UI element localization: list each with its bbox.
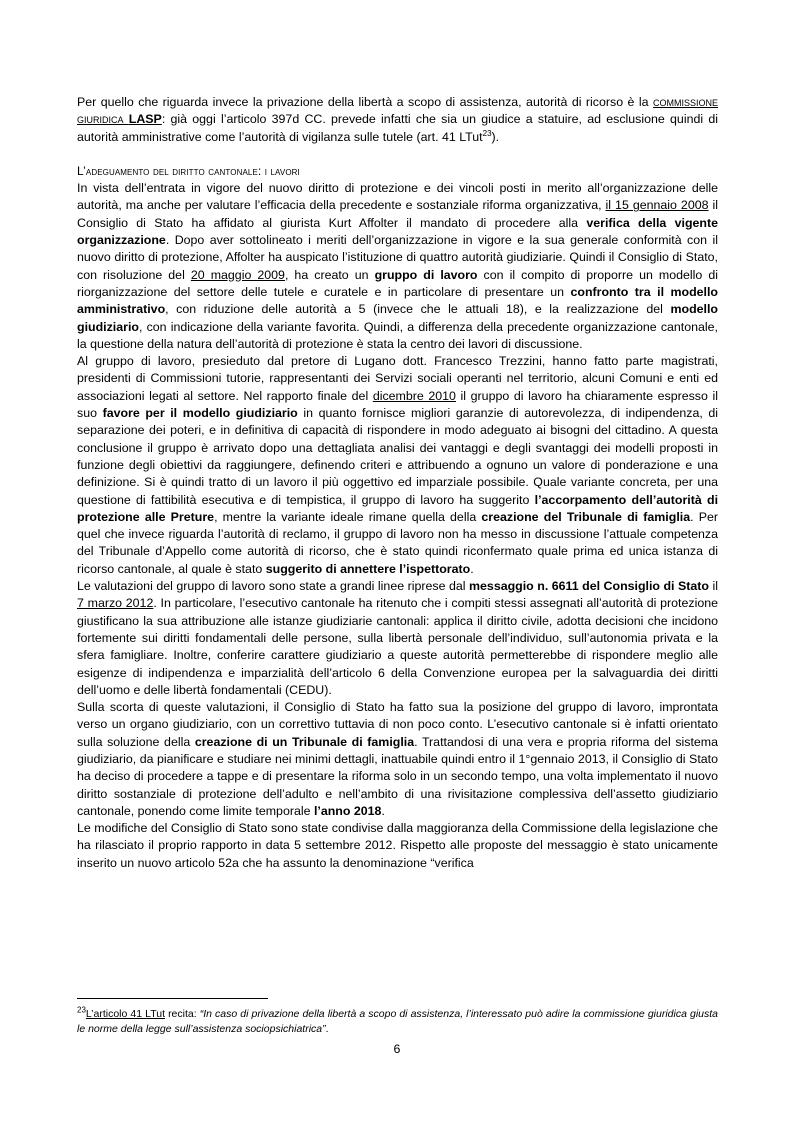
- text: . Dopo aver sottolineato i meriti dell’organizzazione in vigore e la sua generale conformità con il nuovo diritto di protezione, Affolter ha auspicato l’istituzione di quattro autorità giudiziarie. Quindi il Consiglio di Stato, con risoluzione del: [77, 233, 718, 282]
- date-link[interactable]: 7 marzo 2012: [77, 596, 154, 611]
- body-text: [77, 94, 718, 872]
- text: , con riduzione delle autorità a 5 (invece che le attuali 18), e la realizzazione del: [165, 302, 671, 317]
- text: Le valutazioni del gruppo di lavoro sono state a grandi linee riprese dal: [77, 579, 470, 594]
- footnote-ref[interactable]: 23: [482, 128, 492, 138]
- page-number: 6: [393, 1042, 401, 1056]
- commission-link[interactable]: commissione giuridica: [77, 95, 718, 127]
- paragraph-6: [77, 820, 718, 872]
- bold-text: l’anno 2018: [313, 803, 382, 818]
- text: . In particolare, l’esecutivo cantonale ha ritenuto che i compiti stessi assegnati all’autorità di protezione giustificano la sua attribuzione alle istanze giudiziarie cantonali: applica il diritto civile, adotta decisioni che incidono fortemente sui diritti fondamentali delle persone, sulla libertà personale dell’individuo, sull’autonomia privata e la sfera famigliare. Inoltre, conferire carattere giudiziario a queste autorità permetterebbe di rispondere meglio alle esigenze di indipendenza e imparzialità dell’articolo 6 della Convenzione europea per la salvaguardia dei diritti dell’uomo e delle libertà fondamentali (CEDU).: [77, 596, 719, 697]
- bold-text: creazione di un Tribunale di famiglia: [194, 734, 415, 749]
- bold-text: verifica della vigente organizzazione: [77, 215, 718, 248]
- bold-text: modello giudiziario: [77, 302, 718, 334]
- footnote-link[interactable]: L’articolo 41 LTut: [85, 1008, 165, 1020]
- footnote-quote: “In caso di privazione della libertà a scopo di assistenza, l’interessato può adire la commissione giuridica giusta le norme della legge sull’assistenza sociopsichiatrica”: [77, 1008, 719, 1035]
- text: Sulla scorta di queste valutazioni, il Consiglio di Stato ha fatto sua la posizione del gruppo di lavoro, improntata verso un organo giudiziario, con un correttivo tuttavia di non poco conto. L’esecutivo cantonale si è infatti orientato sulla soluzione della: [77, 700, 718, 749]
- paragraph-2: [77, 180, 718, 353]
- text: , mentre la variante ideale rimane quella della: [214, 509, 482, 524]
- footnote: [77, 1007, 718, 1037]
- text: il Consiglio di Stato ha affidato al giurista Kurt Affolter il mandato di procedere alla: [77, 198, 719, 230]
- text: : già oggi l’articolo 397d CC. prevede infatti che sia un giudice a statuire, ad esclusione quindi di autorità amministrative come l’autorità di vigilanza sulle tutele (art. 41 LTut: [77, 112, 718, 144]
- text: , con indicazione della variante favorita. Quindi, a differenza della precedente organizzazione cantonale, la questione della natura dell’autorità di protezione è stata la centro dei lavori di discussione.: [77, 319, 718, 351]
- date-link[interactable]: dicembre 2010: [372, 388, 456, 403]
- date-link[interactable]: il 15 gennaio 2008: [605, 198, 709, 213]
- text: in quanto fornisce migliori garanzie di autorevolezza, di indipendenza, di separazione dei poteri, e in definitiva di capacità di rispondere in modo adeguato ai bisogni del cittadino. A questa conclusione il gruppo è arrivato dopo una dettagliata analisi dei vantaggi e degli svantaggi dei modelli proposti in funzione degli obiettivi da raggiungere, definendo criteri e attribuendo a ognuno un valore di ponderazione e una definizione. Si è quindi tratto di un lavoro il più oggettivo ed imparziale possibile. Quale variante concreta, per una questione di fattibilità esecutiva e di tempistica, il gruppo di lavoro ha suggerito: [77, 406, 719, 507]
- text: Per quello che riguarda invece la privazione della libertà a scopo di assistenza, autorità di ricorso è la: [77, 95, 653, 109]
- bold-text: gruppo di lavoro: [374, 267, 478, 282]
- text: .: [325, 1023, 329, 1035]
- footnote-separator: [77, 998, 268, 999]
- paragraph-3: [77, 353, 718, 578]
- bold-text: confronto tra il modello amministrativo: [77, 284, 718, 317]
- text: ).: [491, 129, 500, 144]
- text: Al gruppo di lavoro, presieduto dal pretore di Lugano dott. Francesco Trezzini, hanno fatto parte magistrati, presidenti di Commissioni tutorie, rappresentanti dei Servizi sociali operanti nel territorio, alcuni Comuni e enti ed associazioni legati al settore. Nel rapporto finale del: [77, 354, 718, 403]
- text: . Per quel che invece riguarda l’autorità di reclamo, il gruppo di lavoro non ha messo in discussione l’attuale competenza del Tribunale d’Appello come autorità di ricorso, che è stato quindi riconfermato quale prima ed unica istanza di ricorso cantonale, al quale è stato: [77, 509, 718, 576]
- text: con il compito di proporre un modello di riorganizzazione del settore delle tutele e curatele e in particolare di presentare un: [77, 267, 719, 299]
- text: il: [708, 579, 718, 594]
- paragraph-1: [77, 94, 718, 146]
- lasp-link[interactable]: LASP: [128, 112, 162, 127]
- text: .: [470, 561, 474, 576]
- bold-text: suggerito di annettere l’ispettorato: [265, 561, 471, 576]
- text: .: [381, 803, 385, 818]
- bold-text: messaggio n. 6611 del Consiglio di Stato: [469, 579, 709, 594]
- paragraph-4: [77, 578, 718, 699]
- text: recita:: [165, 1008, 200, 1020]
- text: . Trattandosi di una vera e propria riforma del sistema giudiziario, da pianificare e studiare nei minimi dettagli, inattuabile quindi entro il 1°gennaio 2013, il Consiglio di Stato ha deciso di procedere a tappe e di presentare la riforma solo in un secondo tempo, una volta implementato il nuovo diritto sostanziale di protezione dell’adulto e nell’ambito di una rivisitazione complessiva dell’assetto giudiziario cantonale, ponendo come limite temporale: [77, 734, 719, 818]
- bold-text: l’accorpamento dell’autorità di protezione alle Preture: [77, 492, 719, 524]
- text: Le modifiche del Consiglio di Stato sono state condivise dalla maggioranza della Commissione della legislazione che ha rilasciato il proprio rapporto in data 5 settembre 2012. Rispetto alle proposte del messaggio è stato unicamente inserito un nuovo articolo 52a che ha assunto la denominazione “verifica: [77, 821, 718, 870]
- text: , ha creato un: [284, 267, 375, 282]
- footnote-number: 23: [77, 1005, 86, 1015]
- text: il gruppo di lavoro ha chiaramente espresso il suo: [77, 388, 719, 421]
- text: In vista dell’entrata in vigore del nuovo diritto di protezione e dei vincoli posti in merito all’organizzazione delle autorità, ma anche per valutare l’efficacia della precedente e sostanziale riforma organizzativa,: [77, 181, 718, 213]
- bold-text: creazione del Tribunale di famiglia: [481, 509, 691, 524]
- bold-text: favore per il modello giudiziario: [102, 406, 298, 421]
- section-heading: L’adeguamento del diritto cantonale: i lavori: [77, 163, 300, 178]
- paragraph-5: [77, 699, 718, 820]
- date-link[interactable]: 20 maggio 2009: [190, 267, 285, 282]
